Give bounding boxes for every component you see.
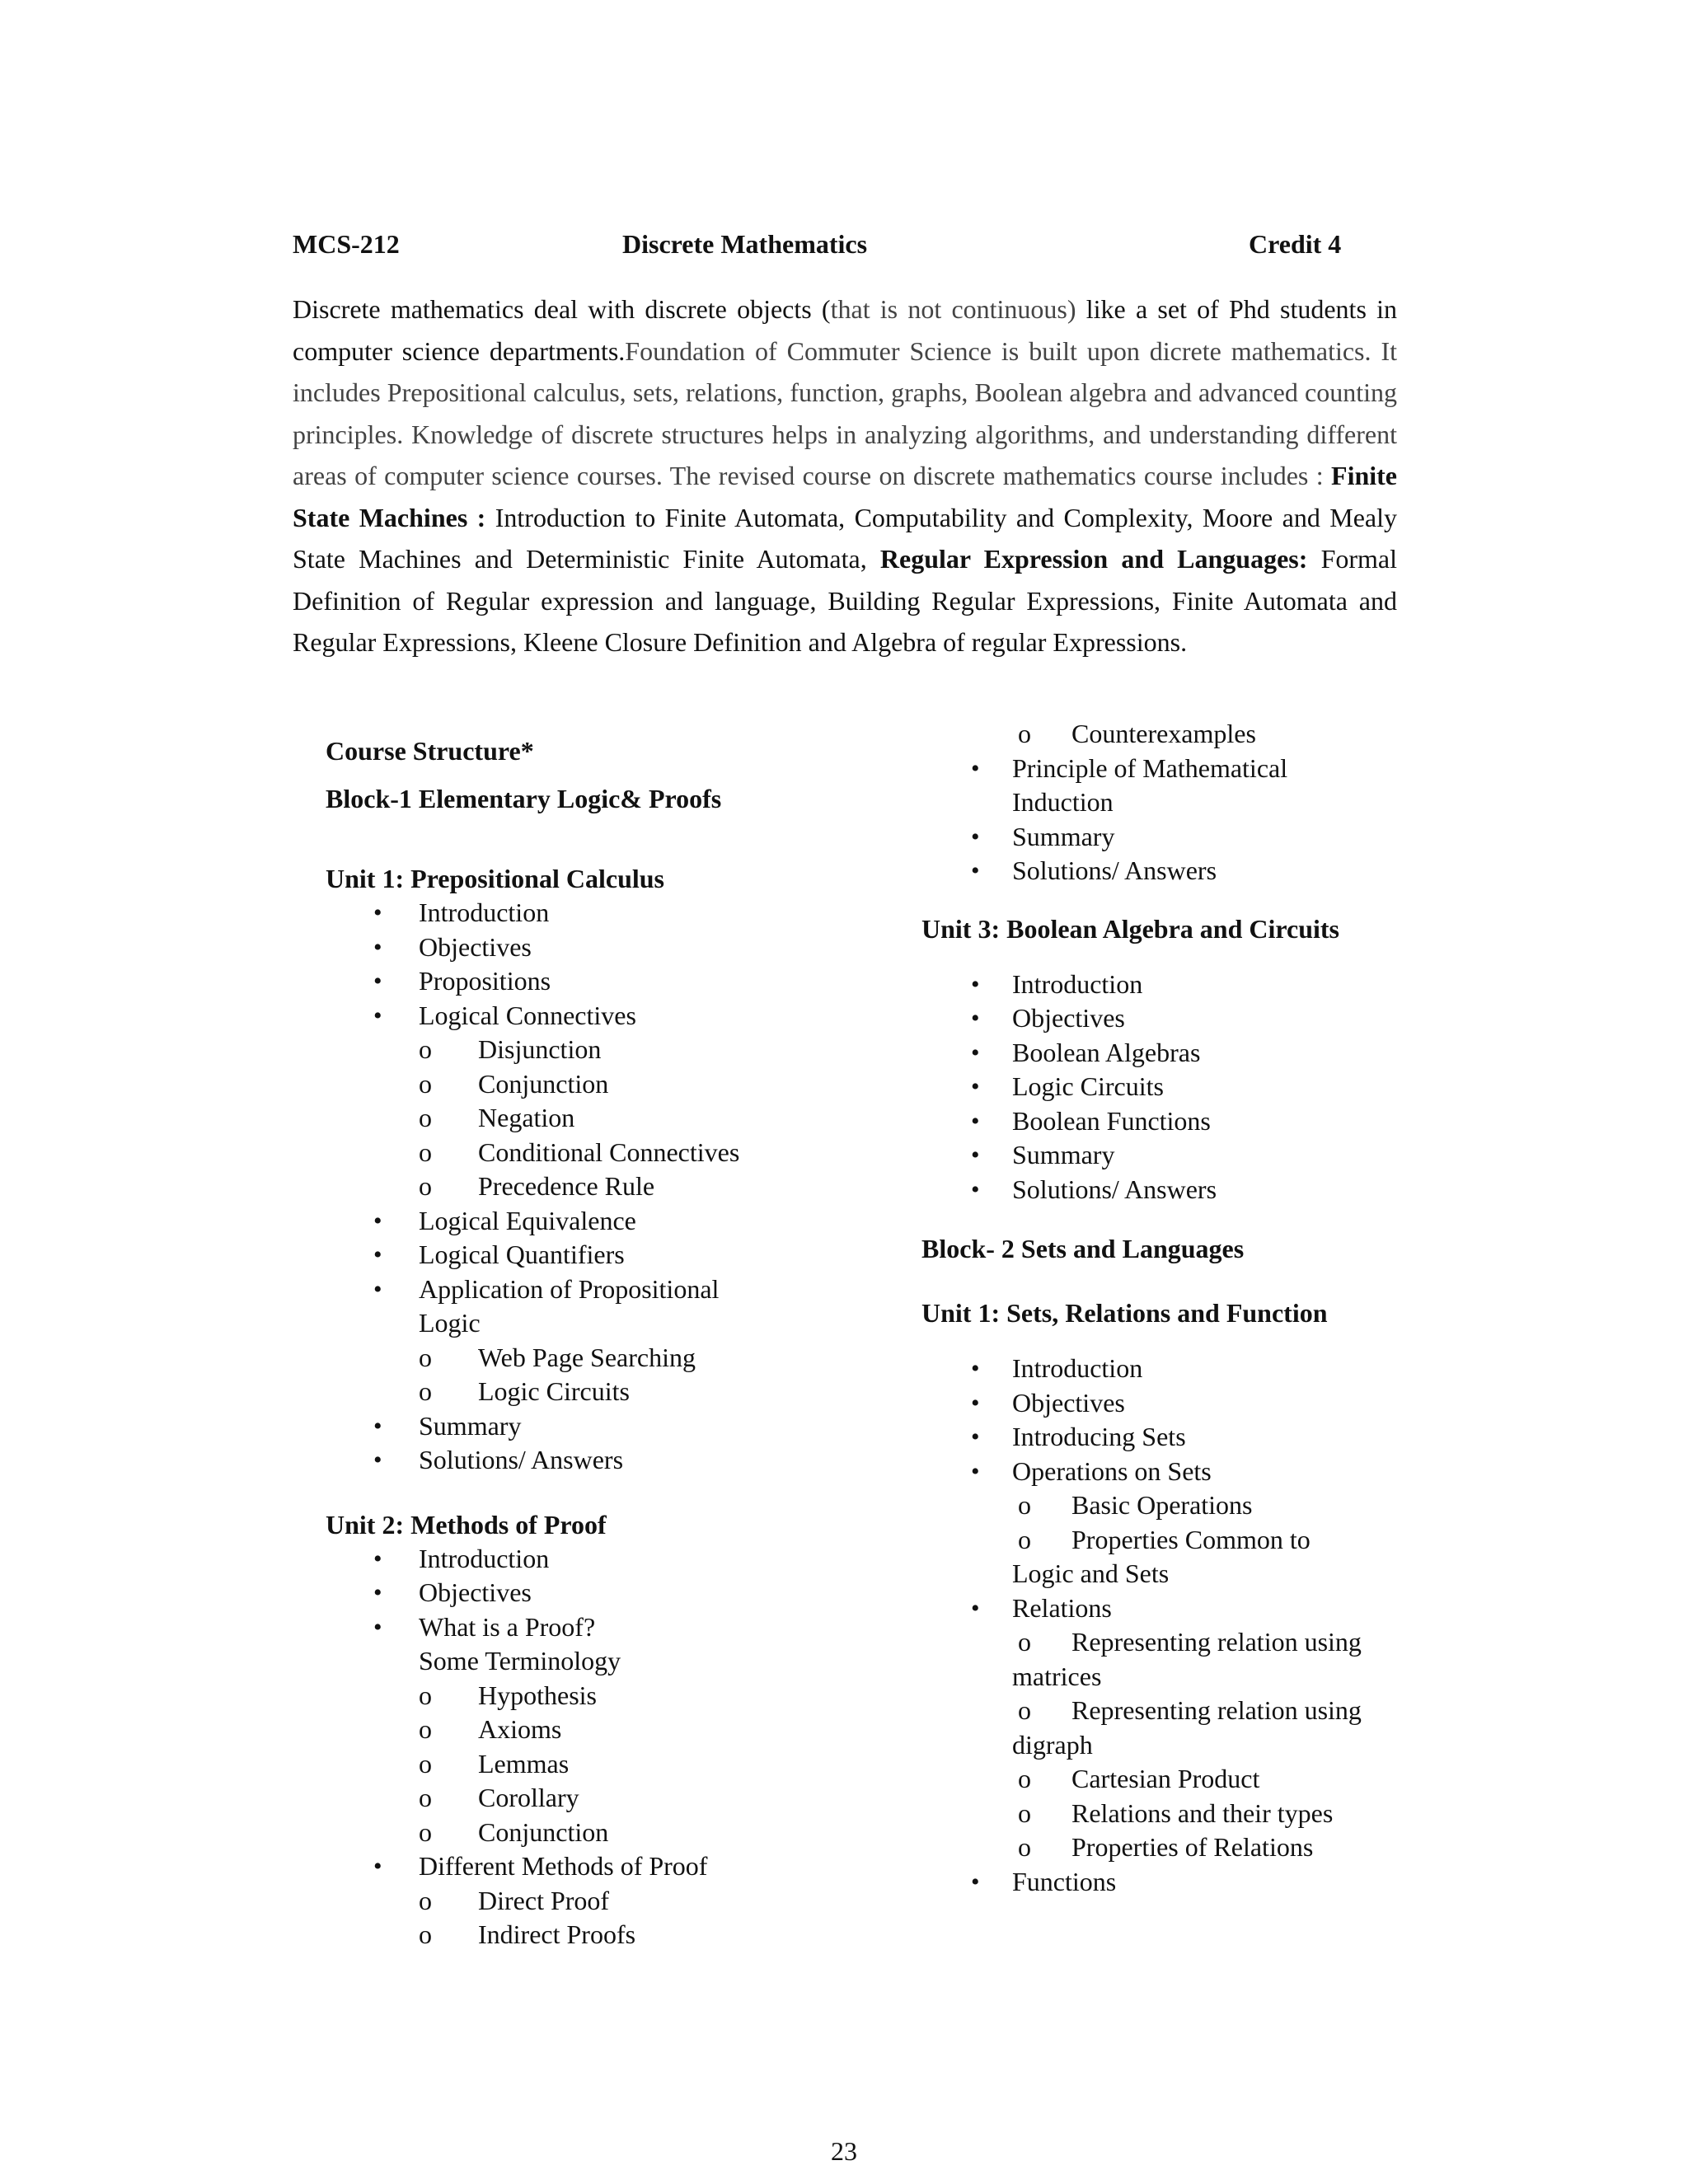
intro-text-4: Foundation of Commuter Science is built upon dicrete mathematics. It includes Prepositional calculus, sets, relations, function, graphs, Boolean algebra and advanced counting principles. Knowledge of discrete structures helps in analyzing algorithms, and understanding different areas of computer science courses. The revised course on discrete mathematics course includes : xyxy=(293,335,1398,490)
course-header xyxy=(293,229,1397,267)
course-structure-heading: Course Structure* xyxy=(326,736,534,766)
sub-list-item: o Properties Common to xyxy=(921,1523,1416,1558)
course-code: MCS-212 xyxy=(293,229,400,259)
sub-list-item: o Representing relation using xyxy=(921,1625,1416,1660)
list-item: • Summary xyxy=(326,1409,853,1444)
course-description xyxy=(293,288,1397,663)
sub-list-item: o Relations and their types xyxy=(921,1797,1416,1831)
sub-list-item: o Cartesian Product xyxy=(921,1762,1416,1797)
list-item: • Solutions/ Answers xyxy=(921,854,1416,888)
sub-list-item: o Disjunction xyxy=(326,1033,853,1067)
block-2-unit-1-list xyxy=(921,1352,1416,1899)
intro-text-5: Introduction to Finite Automata, Computability and Complexity, Moore and Mealy State Machines and Deterministic Finite Automata, xyxy=(293,502,1398,574)
intro-text-3: like a set of Phd students in computer science departments. xyxy=(293,294,1398,366)
list-item-continuation: Logic xyxy=(419,1308,481,1338)
list-item: • Solutions/ Answers xyxy=(921,1173,1416,1207)
course-credit: Credit 4 xyxy=(1249,229,1342,259)
unit-1-list xyxy=(326,896,853,1478)
list-item: • Application of Propositional xyxy=(326,1272,853,1307)
list-item: • Introducing Sets xyxy=(921,1420,1416,1455)
sub-list-item: o Corollary xyxy=(326,1781,853,1816)
unit-3-heading: Unit 3: Boolean Algebra and Circuits xyxy=(921,913,1339,944)
left-column xyxy=(326,733,853,1952)
unit-2-list-continued xyxy=(921,717,1416,888)
list-item: • Objectives xyxy=(326,1576,853,1610)
list-item: • Functions xyxy=(921,1865,1416,1900)
block-1-heading: Block-1 Elementary Logic& Proofs xyxy=(326,784,722,813)
list-item: • Logic Circuits xyxy=(921,1070,1416,1104)
list-item: • Introduction xyxy=(326,1542,853,1577)
list-item: • Operations on Sets xyxy=(921,1455,1416,1489)
sub-list-item: o Representing relation using xyxy=(921,1694,1416,1728)
list-item: • Summary xyxy=(921,1138,1416,1173)
intro-bold-regex: Regular Expression and Languages: xyxy=(879,544,1308,574)
list-item: • Logical Connectives xyxy=(326,999,853,1033)
list-item: • Logical Quantifiers xyxy=(326,1238,853,1272)
sub-list-item: o Properties of Relations xyxy=(921,1830,1416,1865)
list-item-continuation: Some Terminology xyxy=(419,1646,621,1675)
list-item: • Introduction xyxy=(326,896,853,930)
intro-text-2: that is not continuous) xyxy=(830,294,1076,324)
list-item: • Boolean Functions xyxy=(921,1104,1416,1139)
list-item-continuation: digraph xyxy=(1012,1729,1093,1760)
list-item: • Summary xyxy=(921,820,1416,855)
sub-list-item: o Logic Circuits xyxy=(326,1375,853,1409)
sub-list-item: o Negation xyxy=(326,1101,853,1136)
unit-2-list xyxy=(326,1542,853,1952)
list-item: • Introduction xyxy=(921,968,1416,1002)
sub-list-item: o Lemmas xyxy=(326,1747,853,1782)
unit-2-heading: Unit 2: Methods of Proof xyxy=(326,1509,607,1540)
list-item: • Objectives xyxy=(326,930,853,965)
intro-text-1: Discrete mathematics deal with discrete objects ( xyxy=(293,294,831,324)
sub-list-item: o Conjunction xyxy=(326,1816,853,1850)
sub-list-item: o Indirect Proofs xyxy=(326,1918,853,1952)
sub-list-item: o Web Page Searching xyxy=(326,1341,853,1376)
right-column xyxy=(921,717,1416,1899)
list-item-continuation: matrices xyxy=(1012,1661,1102,1691)
sub-list-item: o Hypothesis xyxy=(326,1679,853,1713)
course-title: Discrete Mathematics xyxy=(622,229,868,259)
sub-list-item: o Axioms xyxy=(326,1713,853,1747)
list-item: • Relations xyxy=(921,1591,1416,1626)
sub-list-item: o Conditional Connectives xyxy=(326,1136,853,1170)
list-item: • Solutions/ Answers xyxy=(326,1443,853,1478)
list-item: • Objectives xyxy=(921,1001,1416,1036)
unit-1-heading: Unit 1: Prepositional Calculus xyxy=(326,864,664,893)
list-item-continuation: Induction xyxy=(1012,787,1114,817)
list-item: • Introduction xyxy=(921,1352,1416,1386)
sub-list-item: o Precedence Rule xyxy=(326,1169,853,1204)
sub-list-item: o Basic Operations xyxy=(921,1488,1416,1523)
page-number: 23 xyxy=(831,2136,857,2166)
list-item: • Logical Equivalence xyxy=(326,1204,853,1239)
list-item: • Different Methods of Proof xyxy=(326,1849,853,1884)
list-item-continuation: Logic and Sets xyxy=(1012,1558,1170,1588)
list-item: • Propositions xyxy=(326,964,853,999)
intro-bold-fsm: Finite State Machines : xyxy=(293,461,1397,532)
sub-list-item: o Counterexamples xyxy=(921,717,1416,752)
intro-text-6: Formal Definition of Regular expression and language, Building Regular Expressions, Finite Automata and Regular Expressions, Kleene Closure Definition and Algebra of regular Expressions. xyxy=(293,544,1398,657)
list-item: • What is a Proof? xyxy=(326,1610,853,1645)
sub-list-item: o Direct Proof xyxy=(326,1884,853,1919)
block-2-unit-1-heading: Unit 1: Sets, Relations and Function xyxy=(921,1298,1328,1328)
list-item: • Objectives xyxy=(921,1386,1416,1421)
list-item: • Boolean Algebras xyxy=(921,1036,1416,1071)
unit-3-list xyxy=(921,968,1416,1207)
list-item: • Principle of Mathematical xyxy=(921,752,1416,786)
sub-list-item: o Conjunction xyxy=(326,1067,853,1102)
block-2-heading: Block- 2 Sets and Languages xyxy=(921,1234,1245,1263)
